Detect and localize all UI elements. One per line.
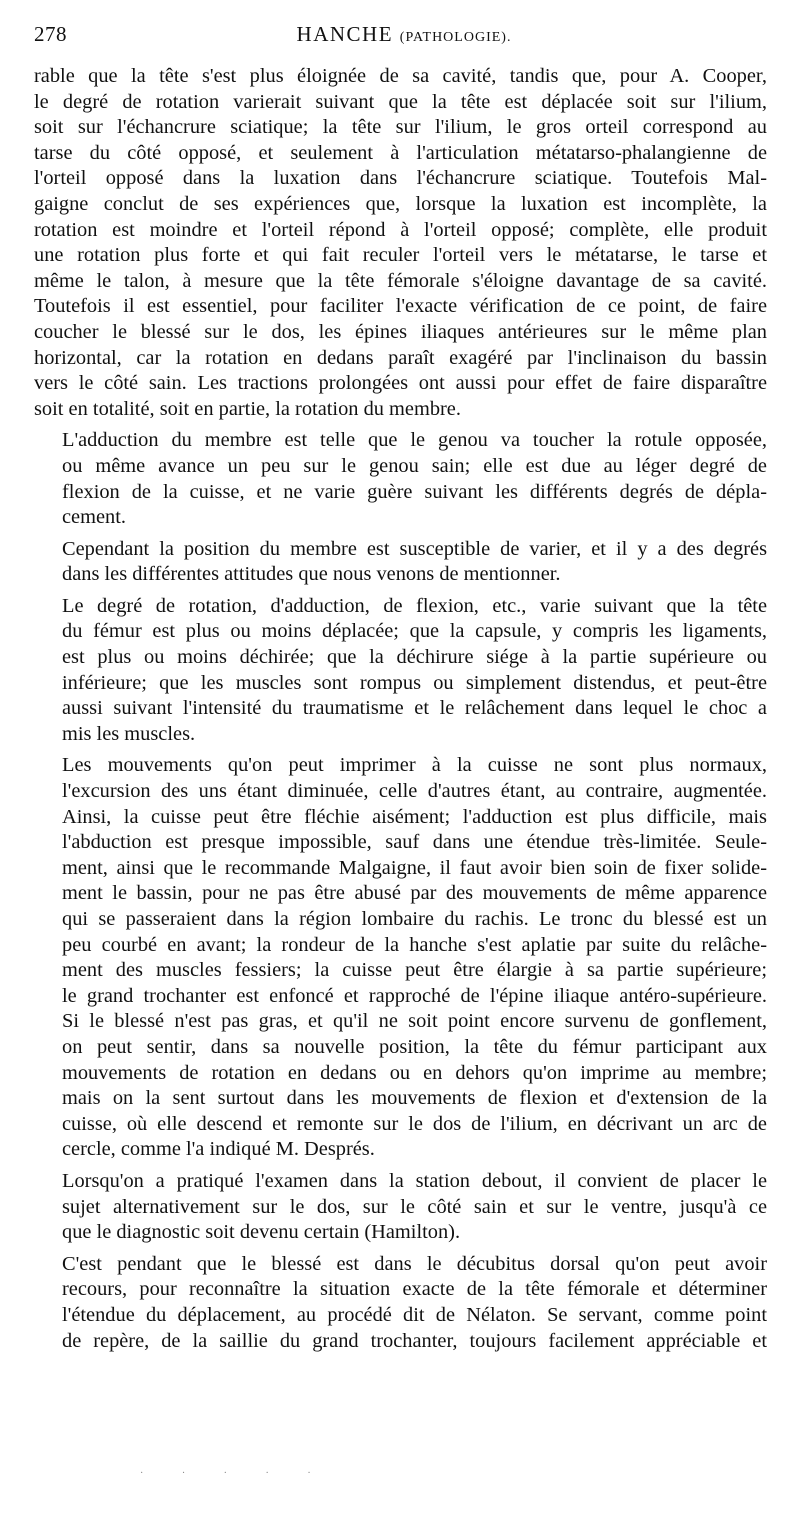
text-line: Toutefois il est essentiel, pour faciliter l'exacte vérification de ce point, de faire (34, 295, 767, 318)
paragraph (34, 1169, 767, 1246)
body-text (34, 64, 767, 1360)
text-line: du fémur est plus ou moins déplacée; que la capsule, y compris les ligaments, (62, 620, 767, 643)
text-line: cement. (62, 506, 126, 529)
text-line: dans les différentes attitudes que nous venons de mentionner. (62, 563, 561, 586)
text-line: mouvements de rotation en dedans ou en dehors qu'on imprime au membre; (62, 1061, 767, 1084)
text-line: Les mouvements qu'on peut imprimer à la cuisse ne sont plus normaux, (62, 754, 767, 777)
text-line: Cependant la position du membre est susceptible de varier, et il y a des degrés (62, 537, 767, 560)
text-line: coucher le blessé sur le dos, les épines iliaques antérieures sur le même plan (34, 320, 767, 343)
text-line: flexion de la cuisse, et ne varie guère suivant les différents degrés de dépla- (62, 480, 767, 503)
text-line: une rotation plus forte et qui fait reculer l'orteil vers le métatarse, le tarse et (34, 244, 767, 267)
text-line: horizontal, car la rotation en dedans paraît exagéré par l'inclinaison du bassin (34, 346, 767, 369)
page-number: 278 (34, 22, 67, 46)
paragraph (34, 594, 767, 748)
text-line: inférieure; que les muscles sont rompus ou simplement distendus, et peut-être (62, 671, 767, 694)
footer-smudge: · · · · · (140, 1468, 329, 1479)
text-line: cuisse, où elle descend et remonte sur le dos de l'ilium, en décrivant un arc de (62, 1112, 767, 1135)
text-line: Ainsi, la cuisse peut être fléchie aisément; l'adduction est plus difficile, mais (62, 805, 767, 828)
text-line: Le degré de rotation, d'adduction, de flexion, etc., varie suivant que la tête (62, 594, 767, 617)
text-line: soit sur l'échancrure sciatique; la tête sur l'ilium, le gros orteil correspond au (34, 116, 767, 139)
text-line: C'est pendant que le blessé est dans le décubitus dorsal qu'on peut avoir (62, 1252, 767, 1275)
text-line: ment des muscles fessiers; la cuisse peut être élargie à sa partie supérieure; (62, 959, 767, 982)
text-line: peu courbé en avant; la rondeur de la hanche s'est aplatie par suite du relâche- (62, 933, 767, 956)
text-line: rable que la tête s'est plus éloignée de sa cavité, tandis que, pour A. Cooper, (34, 65, 767, 87)
paragraph (34, 64, 767, 422)
text-line: cercle, comme l'a indiqué M. Després. (62, 1138, 375, 1161)
running-head-subtitle: (PATHOLOGIE). (399, 30, 512, 45)
text-line: vers le côté sain. Les tractions prolongées ont aussi pour effet de faire disparaître (34, 372, 767, 395)
text-line: Lorsqu'on a pratiqué l'examen dans la station debout, il convient de placer le (62, 1169, 767, 1192)
text-line: mis les muscles. (62, 722, 196, 745)
text-line: qui se passeraient dans la région lombaire du rachis. Le tronc du blessé est un (62, 908, 767, 930)
text-line: aussi suivant l'intensité du traumatisme et le relâchement dans lequel le choc a (62, 697, 767, 720)
text-line: sujet alternativement sur le dos, sur le côté sain et sur le ventre, jusqu'à ce (62, 1195, 767, 1218)
running-head (34, 22, 774, 47)
text-line: même le talon, à mesure que la tête fémorale s'éloigne davantage de sa cavité. (34, 269, 767, 292)
text-line: ment, ainsi que le recommande Malgaigne, il faut avoir bien soin de fixer solide- (62, 856, 767, 879)
text-line: on peut sentir, dans sa nouvelle position, la tête du fémur participant aux (62, 1035, 767, 1058)
text-line: l'étendue du déplacement, au procédé dit de Nélaton. Se servant, comme point (62, 1303, 767, 1326)
text-line: soit en totalité, soit en partie, la rotation du membre. (34, 397, 461, 420)
text-line: recours, pour reconnaître la situation exacte de la tête fémorale et déterminer (62, 1278, 767, 1301)
paragraph (34, 537, 767, 588)
text-line: L'adduction du membre est telle que le genou va toucher la rotule opposée, (62, 429, 767, 452)
text-line: de repère, de la saillie du grand trochanter, toujours facilement appréciable et (62, 1329, 767, 1352)
text-line: ou même avance un peu sur le genou sain; elle est due au léger degré de (62, 454, 767, 477)
paragraph (34, 1252, 767, 1354)
page-header (34, 22, 774, 50)
paragraph (34, 753, 767, 1163)
text-line: tarse du côté opposé, et seulement à l'articulation métatarso-phalangienne de (34, 141, 767, 164)
text-line: ment le bassin, pour ne pas être abusé par des mouvements de même apparence (62, 882, 767, 905)
text-line: Si le blessé n'est pas gras, et qu'il ne soit point encore survenu de gonflement, (62, 1010, 767, 1033)
text-line: est plus ou moins déchirée; que la déchirure siége à la partie supérieure ou (62, 646, 767, 669)
text-line: gaigne conclut de ses expériences que, lorsque la luxation est incomplète, la (34, 192, 767, 215)
text-line: le degré de rotation varierait suivant que la tête est déplacée soit sur l'ilium, (34, 90, 767, 113)
text-line: l'excursion des uns étant diminuée, celle d'autres étant, au contraire, augmentée. (62, 780, 767, 803)
running-head-title: HANCHE (296, 22, 394, 46)
text-line: mais on la sent surtout dans les mouvements de flexion et d'extension de la (62, 1087, 767, 1110)
text-line: l'orteil opposé dans la luxation dans l'échancrure sciatique. Toutefois Mal- (34, 167, 767, 190)
text-line: rotation est moindre et l'orteil répond à l'orteil opposé; complète, elle produit (34, 218, 767, 241)
paragraph (34, 428, 767, 530)
text-line: l'abduction est presque impossible, sauf dans une étendue très-limitée. Seule- (62, 831, 767, 854)
text-line: le grand trochanter est enfoncé et rapproché de l'épine iliaque antéro-supérieure. (62, 984, 767, 1007)
text-line: que le diagnostic soit devenu certain (Hamilton). (62, 1221, 461, 1244)
